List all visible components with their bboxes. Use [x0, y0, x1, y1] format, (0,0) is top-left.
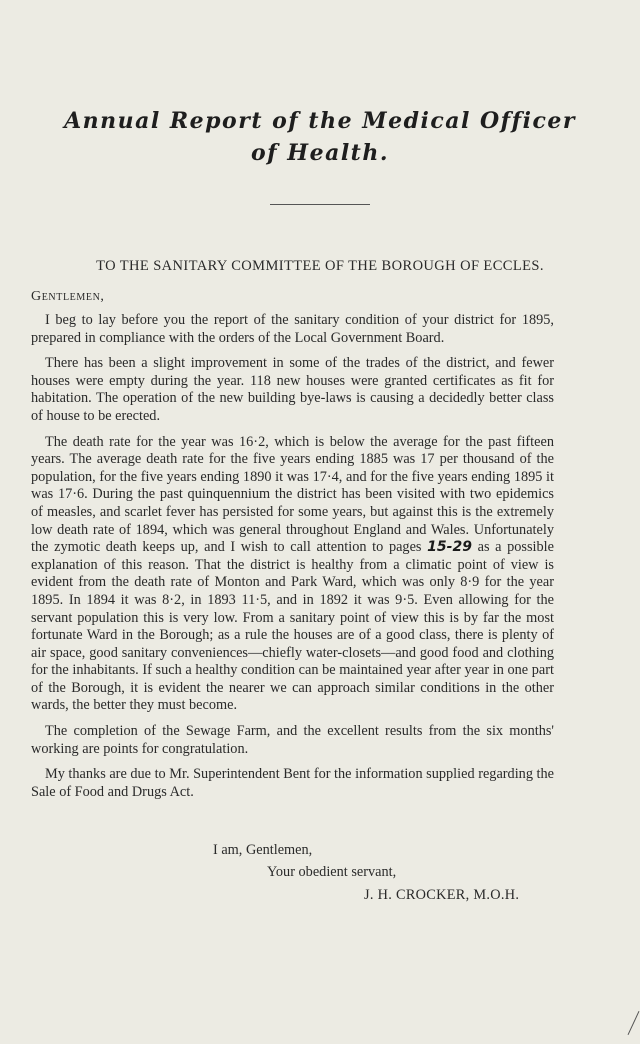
- paragraph-sewage: The completion of the Sewage Farm, and the excellent results from the six months' working are points for congratulation.: [31, 723, 554, 757]
- report-title: Annual Report of the Medical Officer: [64, 108, 576, 134]
- salutation: Gentlemen,: [31, 289, 105, 304]
- closing-line: I am, Gentlemen,: [213, 842, 313, 858]
- paragraph-death-rate: [31, 434, 554, 716]
- death-rate-text: The death rate for the year was 16·2, which is below the average for the past fifteen years. The average death rate for the five years ending 1885 was 17 per thousand of the population, for the five years ending 1890 it was 17·4, and for the five years ending 1895 it was 17·6. During the past quinquennium the district has been visited with two epidemics of measles, and scarlet fever has persisted for some years, but against this is the extremely low death rate of 1894, which was general throughout England and Wales. Unfortunately the zymotic death keeps up, and I wish to call attention to pages: [31, 433, 554, 556]
- paragraph-trades: There has been a slight improvement in some of the trades of the district, and fewer houses were empty during the year. 118 new houses were granted certificates as fit for habitation. The operation of the new building bye-laws is causing a decidedly better class of house to be erected.: [31, 355, 554, 424]
- closing-servant: Your obedient servant,: [267, 864, 397, 880]
- death-rate-text-continued: as a possible explanation of this reason. That the district is healthy from a climatic point of view is evident from the death rate of Monton and Park Ward, which was only 8·9 for the year 1895. In 1894 it was 8·2, in 1893 11·5, and in 1892 it was 9·5. Even allowing for the servant population this is very low. From a sanitary point of view this is by far the most fortunate Ward in the Borough; as a rule the houses are of a good class, there is plenty of air space, good sanitary conveniences—chiefly water-closets—and good food and clothing for the inhabitants. If such a healthy condition can be maintained year after year in one part of the Borough, it is evident the nearer we can approach similar conditions in the other wards, the better they must become.: [31, 539, 554, 714]
- page-edge-mark: [628, 1011, 640, 1035]
- handwritten-page-ref: 15-29: [427, 539, 472, 556]
- address-heading: TO THE SANITARY COMMITTEE OF THE BOROUGH OF ECCLES.: [96, 258, 544, 274]
- paragraph-intro: I beg to lay before you the report of the sanitary condition of your district for 1895, prepared in compliance with the orders of the Local Government Board.: [31, 312, 554, 346]
- title-divider: [270, 204, 370, 205]
- report-title-continued: of Health.: [250, 140, 389, 166]
- paragraph-thanks: My thanks are due to Mr. Superintendent Bent for the information supplied regarding the Sale of Food and Drugs Act.: [31, 766, 555, 800]
- report-body: [31, 312, 554, 801]
- signature: J. H. CROCKER, M.O.H.: [364, 887, 520, 903]
